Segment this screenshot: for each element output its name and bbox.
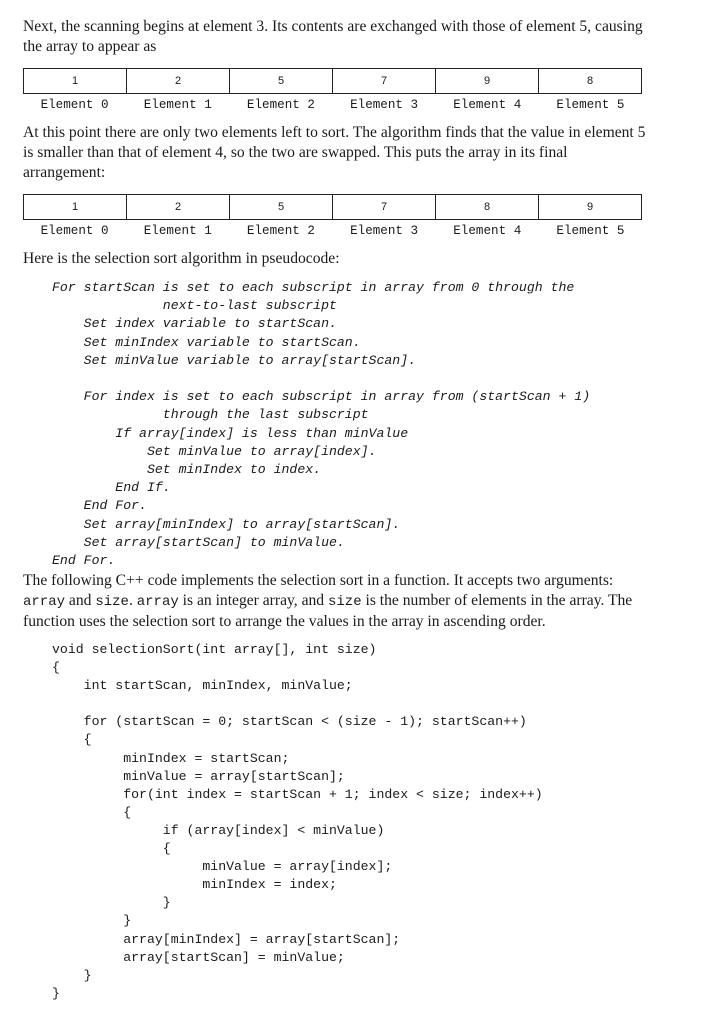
array-cell: 1 [24, 195, 127, 219]
element-label: Element 5 [556, 224, 625, 238]
array-cell: 7 [333, 195, 436, 219]
element-label: Element 1 [143, 224, 212, 238]
array-cell: 1 [24, 69, 127, 93]
cpp-intro-paragraph [23, 571, 653, 632]
array-cell: 2 [127, 69, 230, 93]
array-cell: 2 [127, 195, 230, 219]
code-term-array: array [23, 594, 66, 610]
element-label: Element 3 [350, 98, 419, 112]
array-cell: 8 [586, 75, 594, 87]
element-label: Element 1 [143, 98, 212, 112]
array-cell: 5 [230, 195, 333, 219]
pseudocode-intro: Here is the selection sort algorithm in pseudocode: [23, 250, 340, 267]
cpp-intro-text: . [128, 592, 137, 609]
cpp-intro-text: is the number of elements in the array. The function uses the selection sort to arrange the values in the array in ascending order. [23, 592, 633, 630]
array-labels-2 [23, 224, 642, 238]
cpp-intro-text: and [65, 592, 96, 609]
element-label: Element 0 [40, 98, 109, 112]
array-cell: 9 [436, 69, 539, 93]
array-diagram-2 [23, 194, 642, 220]
cpp-intro-text: is an integer array, and [178, 592, 328, 609]
array-cell: 5 [230, 69, 333, 93]
array-cell: 7 [333, 69, 436, 93]
cpp-intro-text: The following C++ code implements the selection sort in a function. It accepts two arguments: [23, 572, 614, 589]
array-cell: 8 [436, 195, 539, 219]
element-label: Element 4 [453, 224, 522, 238]
intro-paragraph: Next, the scanning begins at element 3. Its contents are exchanged with those of element 5, causing the array to appear as [23, 18, 643, 55]
array-diagram-1 [23, 68, 642, 94]
array-cell: 9 [586, 201, 594, 213]
element-label: Element 2 [246, 98, 315, 112]
array-labels-1 [23, 98, 642, 112]
element-label: Element 2 [246, 224, 315, 238]
middle-paragraph: At this point there are only two elements left to sort. The algorithm finds that the value in element 5 is smaller than that of element 4, so the two are swapped. This puts the array in its final arrangement: [23, 124, 646, 181]
element-label: Element 4 [453, 98, 522, 112]
element-label: Element 5 [556, 98, 625, 112]
element-label: Element 3 [350, 224, 419, 238]
pseudocode-block: For startScan is set to each subscript in array from 0 through the next-to-last subscript Set index variable to startScan. Set minIndex variable to startScan. Set minValue variable to array[startScan]. For index is set to each subscript in array from (startScan + 1) through the last subscript If array[index] is less than minValue Set minValue to array[index]. Set minIndex to index. End If. End For. Set array[minIndex] to array[startScan]. Set array[startScan] to minValue. End For. [52, 280, 591, 569]
code-term-size: size [327, 594, 362, 610]
code-term-size: size [95, 594, 129, 610]
element-label: Element 0 [40, 224, 109, 238]
code-term-array: array [136, 594, 179, 610]
cpp-code-block: void selectionSort(int array[], int size) { int startScan, minIndex, minValue; for (startScan = 0; startScan < (size - 1); startScan++) { minIndex = startScan; minValue = array[startScan]; for(int index = startScan + 1; index < size; index++) { if (array[index] < minValue) { minValue = array[index]; minIndex = index; } } array[minIndex] = array[startScan]; array[startScan] = minValue; } } [52, 642, 543, 1001]
